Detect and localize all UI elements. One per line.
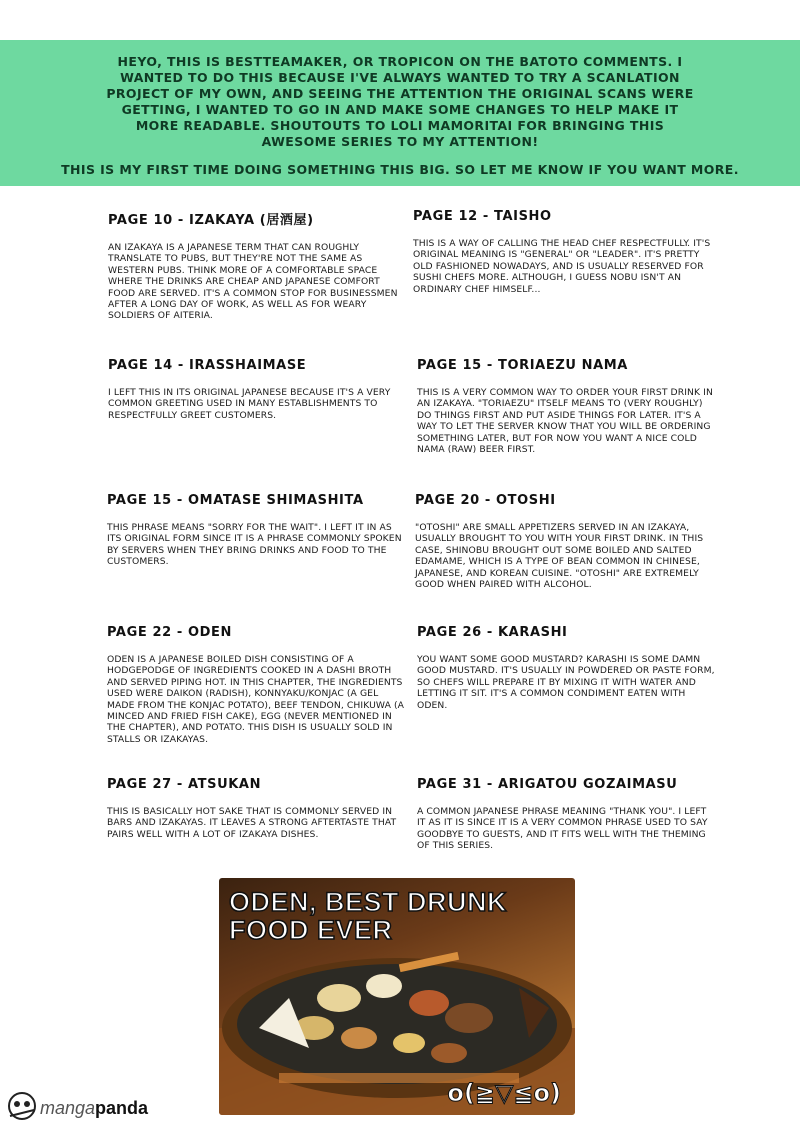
note-body: YOU WANT SOME GOOD MUSTARD? KARASHI IS SOME DAMN GOOD MUSTARD. IT'S USUALLY IN POWDERED OR PASTE FORM, SO CHEFS WILL PREPARE IT BY MIXING IT WITH WATER AND LETTING IT SIT. IT'S A COMMON CONDIMENT EATEN WITH ODEN. (417, 654, 715, 711)
note-body: AN IZAKAYA IS A JAPANESE TERM THAT CAN ROUGHLY TRANSLATE TO PUBS, BUT THEY'RE NOT THE SAME AS WESTERN PUBS. THINK MORE OF A COMFORTABLE SPACE WHERE THE DRINKS ARE CHEAP AND JAPANESE COMFORT FOOD ARE SERVED. IT'S A COMMON STOP FOR BUSINESSMEN AFTER A LONG DAY OF WORK, AS WELL AS FOR WEARY SOLDIERS OF AITERIA. (108, 242, 398, 322)
note-body: A COMMON JAPANESE PHRASE MEANING "THANK YOU". I LEFT IT AS IT IS SINCE IT IS A VERY COMMON PHRASE USED TO SAY GOODBYE TO GUESTS, AND IT FITS WELL WITH THE THEMING OF THIS SERIES. (417, 806, 708, 852)
note-title: PAGE 27 - ATSUKAN (107, 777, 262, 792)
note-toriaezu-nama (417, 358, 717, 455)
oden-photo (219, 878, 575, 1115)
note-karashi (417, 625, 717, 711)
note-body: THIS PHRASE MEANS "SORRY FOR THE WAIT". I LEFT IT IN AS ITS ORIGINAL FORM SINCE IT IS A PHRASE COMMONLY SPOKEN BY SERVERS WHEN THEY BRING DRINKS AND FOOD TO THE CUSTOMERS. (107, 522, 402, 568)
note-atsukan (107, 777, 407, 840)
panda-icon (6, 1090, 38, 1122)
logo-wordmark (40, 1098, 148, 1119)
outro-text: THIS IS MY FIRST TIME DOING SOMETHING THIS BIG. SO LET ME KNOW IF YOU WANT MORE. (61, 162, 739, 177)
note-title: PAGE 10 - IZAKAYA (居酒屋) (108, 213, 314, 228)
note-body: THIS IS A VERY COMMON WAY TO ORDER YOUR FIRST DRINK IN AN IZAKAYA. "TORIAEZU" ITSELF MEANS TO (VERY ROUGHLY) DO THINGS FIRST AND PUT ASIDE THINGS FOR LATER. IT'S A WAY TO LET THE SERVER KNOW THAT YOU WILL BE ORDERING SOMETHING LATER, BUT FOR NOW YOU WANT A NICE COLD NAMA (RAW) BEER FIRST. (417, 387, 713, 456)
note-body: I LEFT THIS IN ITS ORIGINAL JAPANESE BECAUSE IT'S A VERY COMMON GREETING USED IN MANY ESTABLISHMENTS TO RESPECTFULLY GREET CUSTOMERS. (108, 387, 391, 421)
note-omatase-shimashita (107, 493, 407, 568)
note-title: PAGE 15 - TORIAEZU NAMA (417, 358, 628, 373)
photo-caption: ODEN, BEST DRUNK FOOD EVER (229, 887, 508, 945)
note-body: THIS IS A WAY OF CALLING THE HEAD CHEF RESPECTFULLY. IT'S ORIGINAL MEANING IS "GENERAL" OR "LEADER". IT'S PRETTY OLD FASHIONED NOWADAYS, AND IS USUALLY RESERVED FOR SUSHI CHEFS MORE. ALTHOUGH, I GUESS NOBU ISN'T AN ORDINARY CHEF HIMSELF... (413, 238, 711, 295)
intro-banner (0, 40, 800, 186)
photo-emoticon: o(≧▽≦o) (447, 1079, 561, 1107)
note-title: PAGE 12 - TAISHO (413, 209, 552, 224)
logo-part-manga: manga (40, 1098, 96, 1118)
note-title: PAGE 22 - ODEN (107, 625, 233, 640)
note-oden (107, 625, 407, 745)
note-body: "OTOSHI" ARE SMALL APPETIZERS SERVED IN AN IZAKAYA, USUALLY BROUGHT TO YOU WITH YOUR FIRST DRINK. IN THIS CASE, SHINOBU BROUGHT OUT SOME BOILED AND SALTED EDAMAME, WHICH IS A TYPE OF BEAN COMMON IN CHINESE, JAPANESE, AND KOREAN CUISINE. "OTOSHI" ARE EXTREMELY GOOD WHEN PAIRED WITH ALCOHOL. (415, 522, 704, 591)
note-title: PAGE 14 - IRASSHAIMASE (108, 358, 307, 373)
note-arigatou-gozaimasu (417, 777, 717, 852)
note-body: THIS IS BASICALLY HOT SAKE THAT IS COMMONLY SERVED IN BARS AND IZAKAYAS. IT LEAVES A STRONG AFTERTASTE THAT PAIRS WELL WITH A LOT OF IZAKAYA DISHES. (107, 806, 397, 840)
note-body: ODEN IS A JAPANESE BOILED DISH CONSISTING OF A HODGEPODGE OF INGREDIENTS COOKED IN A DASHI BROTH AND SERVED PIPING HOT. IN THIS CHAPTER, THE INGREDIENTS USED WERE DAIKON (RADISH), KONNYAKU/KONJAC (A GEL MADE FROM THE KONJAC POTATO), BEEF TENDON, CHIKUWA (A MINCED AND FRIED FISH CAKE), EGG (NEVER MENTIONED IN THE CHAPTER), AND POTATO. THIS DISH IS USUALLY SOLD IN STALLS OR IZAKAYAS. (107, 654, 405, 745)
note-title: PAGE 15 - OMATASE SHIMASHITA (107, 493, 364, 508)
note-otoshi (415, 493, 715, 590)
mangapanda-logo (6, 1088, 176, 1128)
note-title: PAGE 20 - OTOSHI (415, 493, 556, 508)
note-title: PAGE 31 - ARIGATOU GOZAIMASU (417, 777, 678, 792)
note-title: PAGE 26 - KARASHI (417, 625, 568, 640)
note-taisho (413, 209, 713, 295)
intro-text: HEYO, THIS IS BESTTEAMAKER, OR TROPICON ON THE BATOTO COMMENTS. I WANTED TO DO THIS BECAUSE I'VE ALWAYS WANTED TO TRY A SCANLATION PROJECT OF MY OWN, AND SEEING THE ATTENTION THE ORIGINAL SCANS WERE GETTING, I WANTED TO GO IN AND MAKE SOME CHANGES TO HELP MAKE IT MORE READABLE. SHOUTOUTS TO LOLI MAMORITAI FOR BRINGING THIS AWESOME SERIES TO MY ATTENTION! (106, 54, 694, 149)
note-izakaya (108, 209, 408, 322)
note-irasshaimase (108, 358, 408, 421)
logo-part-panda: panda (95, 1098, 149, 1118)
